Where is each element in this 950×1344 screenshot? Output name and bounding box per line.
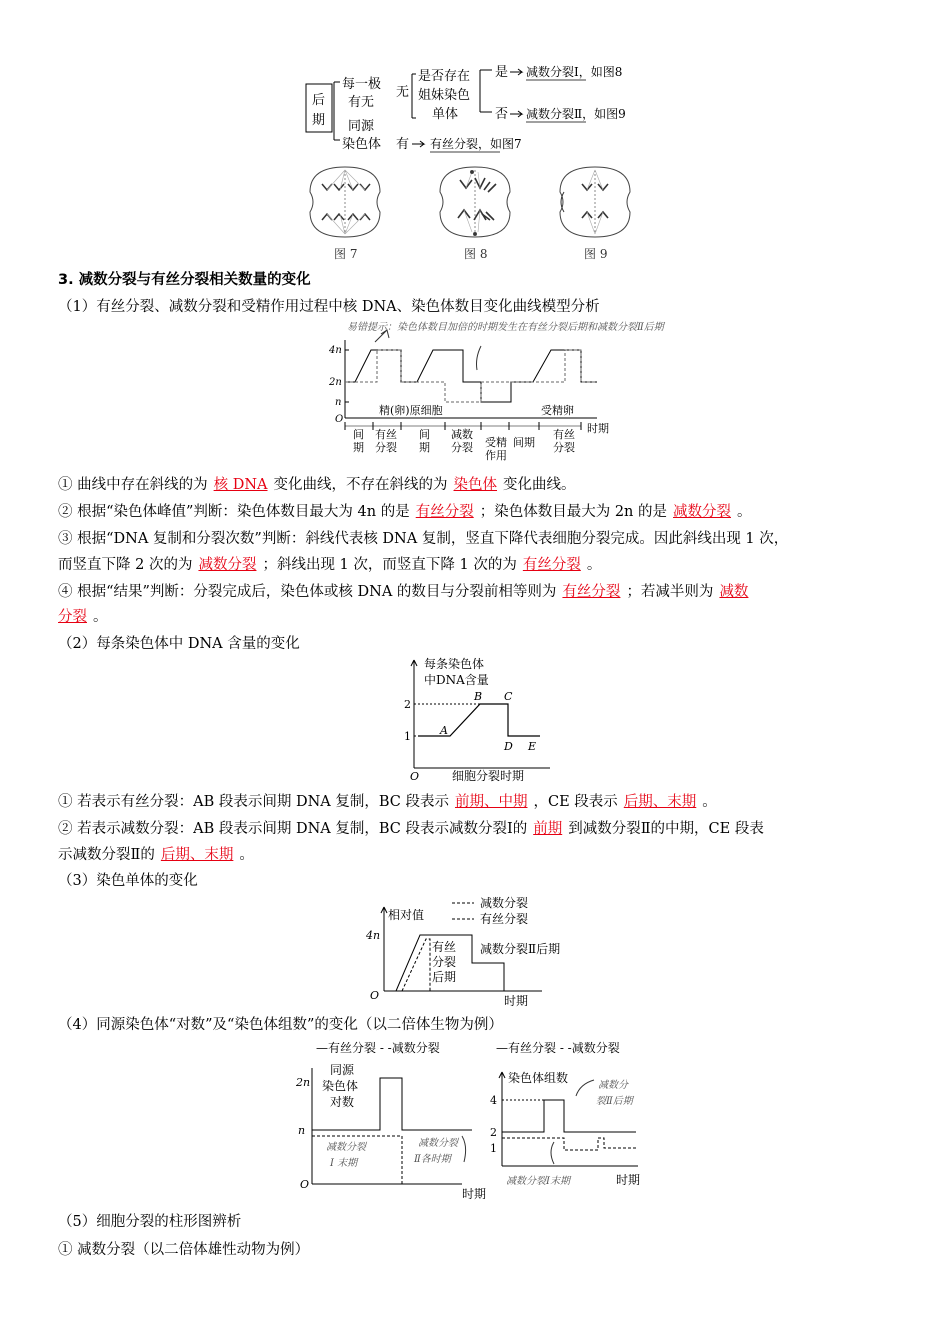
figure-9-caption: 图 9 <box>584 247 608 261</box>
answer-blank: 前期、中期 <box>454 794 528 810</box>
answer-blank: 减数 <box>719 584 749 600</box>
chart4a-origin: O <box>300 1178 310 1191</box>
figure-8-caption: 图 8 <box>464 247 488 261</box>
chart2-tick-2: 2 <box>404 698 411 711</box>
chart4b-tick-1: 1 <box>490 1142 497 1155</box>
chart1-chromosome-line <box>345 350 597 402</box>
chart4a-tick-2n: 2n <box>296 1076 311 1089</box>
figure-7-caption: 图 7 <box>334 247 358 261</box>
flow-root-char1: 后 <box>312 93 326 108</box>
chart4b-ann-right: 减数分裂Ⅱ后期 <box>596 1080 633 1107</box>
chart4b-ylabel: 染色体组数 <box>508 1071 569 1085</box>
p1-item-1: ① 曲线中存在斜线的为 核 DNA 变化曲线，不存在斜线的为 染色体 变化曲线。 <box>58 477 576 493</box>
chart4a-xlabel: 时期 <box>462 1187 487 1201</box>
flow-yes: 是 <box>495 65 509 80</box>
chart1-ylabel-4n: 4n <box>329 345 342 356</box>
chart1-region-left: 精(卵)原细胞 <box>379 404 443 417</box>
p2-item-2: ② 若表示减数分裂：AB 段表示间期 DNA 复制，BC 段表示减数分裂Ⅰ的 前期 到减数分裂Ⅱ的中期，CE 段表 <box>58 821 764 837</box>
chart1-dna-line <box>345 350 597 402</box>
part-5-heading: （5）细胞分裂的柱形图辨析 <box>58 1214 242 1230</box>
answer-blank: 核 DNA <box>213 477 268 493</box>
answer-blank: 有丝分裂 <box>562 584 621 600</box>
flow-has: 有 <box>396 137 410 152</box>
chart3-xlabel: 时期 <box>504 994 529 1008</box>
chart2-xlabel: 细胞分裂时期 <box>452 769 525 783</box>
chart3-ylabel: 相对值 <box>388 908 425 922</box>
chart2-tick-1: 1 <box>404 730 411 743</box>
answer-blank: 有丝分裂 <box>522 557 581 573</box>
flow-q1-line2: 有无 <box>348 95 375 110</box>
answer-blank: 后期、末期 <box>160 847 234 863</box>
chart4a-ann-right: 减数分裂 Ⅱ各时期 <box>414 1138 458 1165</box>
cell-figure-7 <box>310 167 380 237</box>
part-3-heading: （3）染色单体的变化 <box>58 873 198 889</box>
chart1-phase-fertilization: 受精作用 <box>485 436 507 462</box>
chart1-phase-meiosis: 减数分裂 <box>451 428 473 454</box>
chart1-phase-interphase-3: 间期 <box>513 436 535 449</box>
chart4a-tick-n: n <box>298 1124 306 1137</box>
part-4-heading: （4）同源染色体“对数”及“染色体组数”的变化（以二倍体生物为例） <box>58 1017 503 1033</box>
chart1-xlabel: 时期 <box>587 422 609 435</box>
p1-item-4: ④ 根据“结果”判断：分裂完成后，染色体或核 DNA 的数目与分裂前相等则为 有丝分裂 ；若减半则为 减数 <box>58 582 754 602</box>
flow-result-mitosis: 有丝分裂，如图7 <box>430 137 522 151</box>
flow-q3-line1: 是否存在 <box>418 69 471 84</box>
p1-item-4-cont: 分裂 。 <box>58 609 108 625</box>
answer-blank: 后期、末期 <box>623 794 697 810</box>
cell-figure-8 <box>440 167 510 237</box>
chart2-ylabel-line2: 中DNA含量 <box>424 673 489 687</box>
p1-item-2: ② 根据“染色体峰值”判断：染色体数目最大为 4n 的是 有丝分裂 ；染色体数目最大为 2n 的是 减数分裂 。 <box>58 504 752 520</box>
chart3-origin: O <box>370 989 380 1002</box>
chart1-phase-interphase-2: 间期 <box>419 428 430 454</box>
chart2-point-c: C <box>504 690 513 703</box>
p2-item-2-cont: 示减数分裂Ⅱ的 后期、末期 。 <box>58 847 254 863</box>
part-2-heading: （2）每条染色体中 DNA 含量的变化 <box>58 636 300 652</box>
p1-item-3: ③ 根据“DNA 复制和分裂次数”判断：斜线代表核 DNA 复制，竖直下降代表细胞分裂完成。因此斜线出现 1 次， <box>58 531 789 547</box>
chart3-mitosis-line <box>402 939 430 991</box>
chart1-phase-mitosis-2: 有丝分裂 <box>553 428 575 454</box>
p1-item-3-cont: 而竖直下降 2 次的为 减数分裂 ；斜线出现 1 次，而竖直下降 1 次的为 有丝分裂 。 <box>58 557 602 573</box>
chart1-ylabel-n: n <box>335 397 342 408</box>
chart4b-xlabel: 时期 <box>616 1173 641 1187</box>
flow-no2: 否 <box>495 107 509 122</box>
cell-figure-9 <box>560 167 630 237</box>
chromosome-set-chart <box>488 1038 658 1188</box>
chart4b-tick-2: 2 <box>490 1126 497 1139</box>
flow-q2-line1: 同源 <box>348 119 375 134</box>
part-1-heading: （1）有丝分裂、减数分裂和受精作用过程中核 DNA、染色体数目变化曲线模型分析 <box>58 299 600 315</box>
answer-blank: 分裂 <box>58 609 87 625</box>
homologous-pairs-chart <box>290 1038 487 1201</box>
answer-blank: 减数分裂 <box>673 504 731 520</box>
chart1-origin: O <box>335 414 344 425</box>
chart3-legend-meiosis: 减数分裂 <box>480 896 529 910</box>
chart4a-ann-left: 减数分裂 Ⅰ 末期 <box>326 1142 366 1169</box>
flow-root-char2: 期 <box>312 113 326 128</box>
cell-figures <box>300 162 650 267</box>
chart1-phase-mitosis-1: 有丝分裂 <box>375 428 397 454</box>
chart3-tick-4n: 4n <box>366 929 381 942</box>
chart3-ann-meiosis2-anaphase: 减数分裂Ⅱ后期 <box>480 942 561 956</box>
chart4b-ann-bottom: 减数分裂Ⅰ末期 <box>506 1176 570 1187</box>
chart2-point-e: E <box>528 740 537 753</box>
answer-blank: 前期 <box>533 821 563 837</box>
flow-q1-line1: 每一极 <box>342 77 382 92</box>
chart4a-legend: —有丝分裂 - -减数分裂 <box>316 1041 440 1055</box>
chart2-point-b: B <box>474 690 483 703</box>
chart2-point-d: D <box>504 740 513 753</box>
phase-judgment-flowchart <box>300 62 660 157</box>
chart4b-tick-4: 4 <box>490 1094 497 1107</box>
chart1-ylabel-2n: 2n <box>329 377 342 388</box>
chart1-region-right: 受精卵 <box>541 404 574 417</box>
chart1-phase-interphase-1: 间期 <box>353 428 364 454</box>
chart2-ylabel-line1: 每条染色体 <box>424 657 485 671</box>
flow-q2-line2: 染色体 <box>342 137 382 152</box>
p2-item-1: ① 若表示有丝分裂：AB 段表示间期 DNA 复制，BC 段表示 前期、中期 ，CE 段表示 后期、末期 。 <box>58 794 717 810</box>
flow-q3-line2: 姐妹染色 <box>418 88 471 103</box>
flow-result-meiosis2: 减数分裂Ⅱ，如图9 <box>526 107 626 121</box>
flow-result-meiosis1: 减数分裂Ⅰ，如图8 <box>526 65 623 79</box>
chart4b-legend: —有丝分裂 - -减数分裂 <box>496 1041 620 1055</box>
chart2-point-a: A <box>440 724 448 737</box>
chart2-origin: O <box>410 770 420 783</box>
section-3-title: 3. 减数分裂与有丝分裂相关数量的变化 <box>58 272 311 288</box>
answer-blank: 减数分裂 <box>198 557 257 573</box>
chart3-legend-mitosis: 有丝分裂 <box>480 912 529 926</box>
chart1-note: 易错提示：染色体数目加倍的时期发生在有丝分裂后期和减数分裂Ⅱ后期 <box>347 322 664 333</box>
dna-per-chromosome-chart <box>400 656 560 786</box>
chart2-curve <box>418 704 540 736</box>
answer-blank: 有丝分裂 <box>415 504 474 520</box>
flow-q3-line3: 单体 <box>432 107 459 122</box>
flow-no: 无 <box>396 85 410 100</box>
dna-chromosome-number-chart <box>325 318 664 470</box>
chart4b-meiosis-line <box>502 1138 636 1150</box>
chart3-ann-mitosis-anaphase: 有丝分裂后期 <box>432 940 457 984</box>
chromatid-chart <box>362 893 582 1008</box>
answer-blank: 染色体 <box>453 477 498 493</box>
part-5-sub: ① 减数分裂（以二倍体雄性动物为例） <box>58 1242 310 1258</box>
chart4a-ylabel: 同源染色体对数 <box>322 1063 359 1109</box>
